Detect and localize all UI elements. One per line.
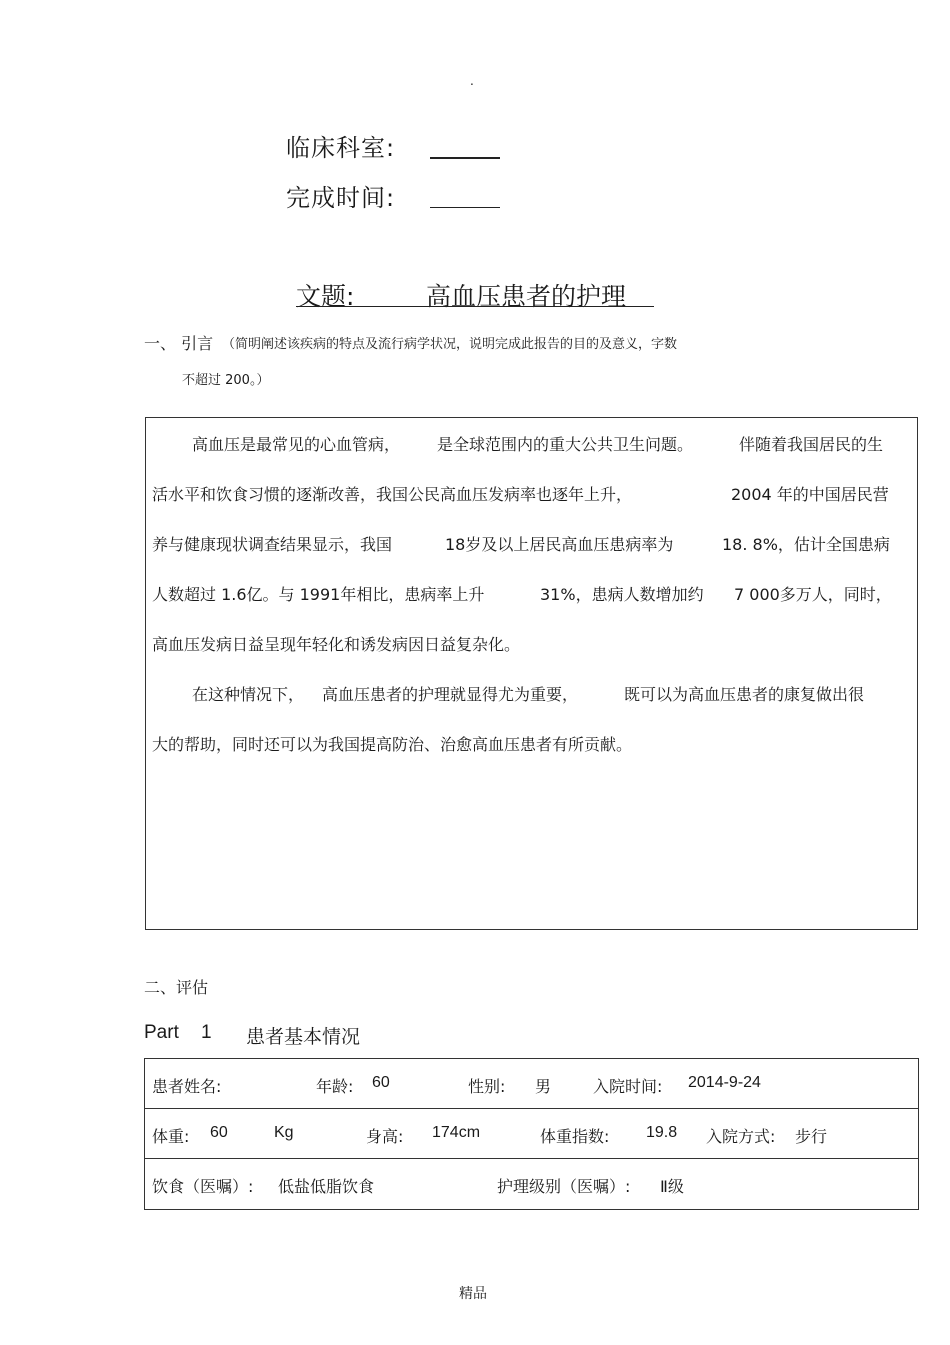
dept-blank[interactable] xyxy=(430,157,500,159)
intro-text: 既可以为高血压患者的康复做出很 xyxy=(624,685,865,704)
time-blank[interactable] xyxy=(430,207,500,208)
name-label: 患者姓名: xyxy=(152,1077,222,1096)
footer-text: 精品 xyxy=(459,1286,487,1302)
part-label: Part xyxy=(144,1022,179,1043)
bmi-label: 体重指数: xyxy=(540,1127,610,1146)
intro-text: 活水平和饮食习惯的逐渐改善，我国公民高血压发病率也逐年上升， xyxy=(152,485,633,504)
intro-text: 是全球范围内的重大公共卫生问题。 xyxy=(437,435,694,454)
intro-text: 高血压是最常见的心血管病， xyxy=(192,435,401,454)
part-title: 患者基本情况 xyxy=(246,1026,361,1048)
sex-label: 性别: xyxy=(468,1077,506,1096)
weight-label: 体重: xyxy=(152,1127,190,1146)
admit-mode-value: 步行 xyxy=(795,1127,828,1146)
care-level-label: 护理级别（医嘱）: xyxy=(497,1177,631,1196)
part-number: 1 xyxy=(201,1022,212,1043)
admit-time-value: 2014-9-24 xyxy=(688,1074,761,1091)
section1-note-line1: （简明阐述该疾病的特点及流行病学状况，说明完成此报告的目的及意义，字数 xyxy=(222,337,678,352)
age-value: 60 xyxy=(372,1074,390,1091)
section2-heading: 二、评估 xyxy=(144,978,209,997)
admit-time-label: 入院时间: xyxy=(593,1077,663,1096)
intro-text: 31%，患病人数增加约 xyxy=(540,585,704,604)
intro-text: 18. 8%，估计全国患病 xyxy=(722,535,890,554)
intro-text: 养与健康现状调查结果显示，我国 xyxy=(152,535,393,554)
page-dot: . xyxy=(470,74,474,88)
height-label: 身高: xyxy=(366,1127,404,1146)
section1-note-line2: 不超过 200。） xyxy=(182,373,270,388)
bmi-value: 19.8 xyxy=(646,1124,678,1141)
sex-value: 男 xyxy=(535,1077,552,1096)
intro-text: 18岁及以上居民高血压患病率为 xyxy=(445,535,674,554)
title-topic: 高血压患者的护理 xyxy=(426,282,627,311)
intro-text: 高血压患者的护理就显得尤为重要， xyxy=(322,685,579,704)
height-value: 174cm xyxy=(432,1124,481,1141)
dept-label: 临床科室: xyxy=(286,134,396,162)
intro-text: 2004 年的中国居民营 xyxy=(731,485,889,504)
diet-label: 饮食（医嘱）: xyxy=(152,1177,254,1196)
weight-unit: Kg xyxy=(274,1124,294,1141)
intro-text: 人数超过 1.6亿。与 1991年相比，患病率上升 xyxy=(152,585,485,604)
admit-mode-label: 入院方式: xyxy=(706,1127,776,1146)
weight-value: 60 xyxy=(210,1124,228,1141)
intro-text: 伴随着我国居民的生 xyxy=(739,435,884,454)
title-prefix: 文题: xyxy=(296,282,355,311)
intro-text: 大的帮助，同时还可以为我国提高防治、治愈高血压患者有所贡献。 xyxy=(152,735,633,754)
age-label: 年龄: xyxy=(316,1077,354,1096)
intro-text: 高血压发病日益呈现年轻化和诱发病因日益复杂化。 xyxy=(152,635,521,654)
care-level-value: Ⅱ级 xyxy=(660,1177,684,1196)
title-underline xyxy=(296,306,654,307)
intro-text: 7 000多万人，同时， xyxy=(734,585,892,604)
diet-value: 低盐低脂饮食 xyxy=(278,1177,375,1196)
intro-text: 在这种情况下， xyxy=(192,685,305,704)
time-label: 完成时间: xyxy=(286,184,396,212)
table-row-divider xyxy=(144,1108,919,1109)
table-row-divider xyxy=(144,1158,919,1159)
section1-heading: 一、 引言 xyxy=(144,334,214,353)
